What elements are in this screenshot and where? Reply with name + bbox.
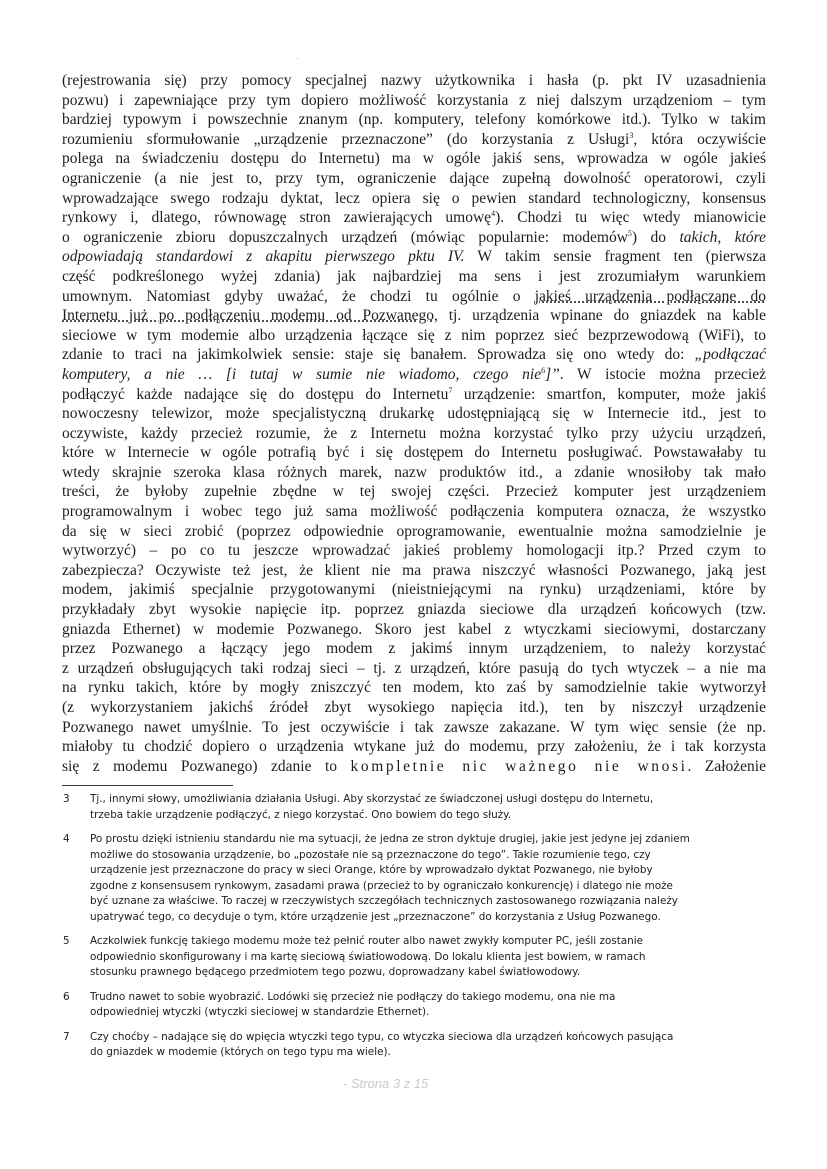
body-line: wtedy skrajnie szeroka klasa różnych marek, nazw produktów itd., a zdanie wnosiłoby tak mało [62,463,766,481]
italic-text: odpowiadają standardowi z akapitu pierwszego pktu IV. [62,248,465,266]
body-line: nowoczesny telewizor, może specjalistyczną drukarkę udostępniającą się w Internecie itd., jest to [62,405,766,423]
body-line: rynkowy i, dlatego, równowagę stron zawierających umowę$^4$). Chodzi tu więc wtedy mianowicie [62,209,766,227]
page-number: - Strona 3 z 15 [343,1076,429,1091]
body-line: umownym. Natomiast gdyby uważać, że chodzi tu ogólnie o jakieś urządzenia podłączane do [62,287,766,305]
footnote-line: Po prostu dzięki istnieniu standardu nie ma sytuacji, że jedna ze stron dyktuje drugiej, jakie jest jedyne jej zdaniem [90,833,690,845]
footnote-line: do gniazdek w modemie (których on tego typu ma wiele). [90,1046,391,1058]
body-line: (z wykorzystaniem jakichś źródeł zbyt wysokiego napięcia itd.), ten by niszczył urządzenie [62,699,766,716]
footnote-line: Aczkolwiek funkcję takiego modemu może też pełnić router albo nawet zwykły komputer PC, jeśli zostanie [90,935,644,947]
body-line: sieciowe w tym modemie albo urządzenia łączące się z nim poprzez sieć bezprzewodową (WiFi), to [62,326,766,344]
body-line: wprowadzające swego rodzaju dyktat, lecz opiera się o pewien standard technologiczny, konsensus [62,189,766,207]
body-line: przykładały zbyt wysokie napięcie itp. poprzez gniazda sieciowe dla urządzeń końcowych (tzw. [62,601,766,619]
body-line: z urządzeń obsługujących taki rodzaj sieci – tj. z urządzeń, które pasują do tych wtyczek – a nie ma [62,659,766,677]
footnote-line: być uznane za właściwe. To raczej w rzeczywistych szczegółach technicznych zastosowanego rozwiązania należy [90,895,678,907]
footnote-line: trzeba takie urządzenie podłączyć, z niego korzystać. Ono bowiem do tego służy. [90,808,512,821]
footnote [62,1030,768,1061]
footnote-number: 6 [63,990,70,1003]
body-line: da się w sieci zrobić (poprzez odpowiednie oprogramowanie, ewentualnie można samodzielnie je [62,522,766,540]
scan-mark: - [296,54,299,63]
footnote-line: odpowiednio skonfigurowany i ma kartę sieciową światłowodową. Do lokalu klienta jest bowiem, w ramach [90,950,646,963]
footnote [62,990,768,1021]
italic-text: „podłączać [694,346,766,364]
italic-text: takich, które [679,228,766,246]
footnote-line: urządzenie jest przeznaczone do pracy w sieci Orange, które by wprowadzało dyktat Pozwanego, nie byłoby [90,864,653,876]
body-line: które w Internecie w ogóle potrafią być i się dostępem do Internetu posługiwać. Powstawałaby tu [62,444,766,462]
body-line: o ograniczenie zbioru dopuszczalnych urządzeń (mówiąc popularnie: modemów$^5$) do takich, które [62,228,766,246]
footnote-ref: 6 [541,365,546,375]
body-line: przez Pozwanego a łączący jego modem z jakimś innym urządzeniem, to należy korzystać [62,640,766,658]
body-line: pozwu) i zapewniające przy tym dopiero możliwość korzystania z niej dalszym urządzeniom – tym [62,91,766,109]
body-line: część podkreślonego wyżej zdania) jak najbardziej ma sens i jest zrozumiałym warunkiem [62,267,766,285]
footnote-number: 5 [63,935,70,947]
footnote-line: stosunku prawnego będącego przedmiotem tego pozwu, doprowadzany kabel światłowodowy. [90,966,581,978]
footnote-line: upatrywać tego, co decyduje o tym, które urządzenie jest „przeznaczone” do korzystania z Usług Pozwanego. [90,910,661,923]
footnote-line: Trudno nawet to sobie wyobrazić. Lodówki się przecież nie podłączy do takiego modemu, ona nie ma [90,990,616,1003]
footnote-line: odpowiedniej wtyczki (wtyczki sieciowej w standardzie Ethernet). [90,1006,430,1018]
body-line: programowalnym i wobec tego już sama możliwość podłączenia komputera oznacza, że wszystko [62,503,766,521]
body-line: oczywiste, każdy przecież rozumie, że z Internetu można korzystać tylko przy użyciu urządzeń, [62,424,766,442]
footnote [62,792,768,823]
footnote-ref: 7 [448,385,453,395]
body-line: bardziej typowym i powszechnie znanym (np. komputery, telefony komórkowe itd.). Tylko w takim [62,111,766,129]
body-line: na rynku takich, które by mogły zniszczyć ten modem, kto zaś by samodzielnie takie wytworzył [62,679,766,697]
italic-text: komputery, a nie … [i tutaj w sumie nie wiadomo, czego nie [62,365,542,383]
body-text [62,71,766,776]
footnote-number: 7 [63,1030,70,1043]
footnote [62,832,768,925]
body-line: (rejestrowania się) przy pomocy specjalnej nazwy użytkownika i hasła (p. pkt IV uzasadnienia [62,72,766,89]
body-line: komputery, a nie … [i tutaj w sumie nie wiadomo, czego nie$^6$]”. W istocie można przecież [62,365,766,383]
footnote-line: Tj., innymi słowy, umożliwiania działania Usługi. Aby skorzystać ze świadczonej usługi dostępu do Internetu, [90,793,654,805]
footnote-ref: 3 [629,130,634,140]
footnote-ref: 4 [491,209,496,219]
body-line: wytworzyć) – po co tu jeszcze wprowadzać jakieś problemy homologacji itp.? Przed czym to [62,542,766,560]
footnote-separator [62,785,233,786]
body-line: zabezpiecza? Oczywiste też jest, że klient nie ma prawa niszczyć własności Pozwanego, jaką jest [62,561,766,579]
body-line: podłączyć każde nadające się do dostępu do Internetu$^7$ urządzenie: smartfon, komputer, może jakiś [62,385,766,403]
footnote-ref: 5 [627,228,632,238]
body-line: Internetu już po podłączeniu modemu od Pozwanego, tj. urządzenia wpinane do gniazdek na kable [62,307,766,325]
spaced-text: kompletnie nic ważnego nie wnosi [350,757,688,775]
body-line: zdanie to traci na jakimkolwiek sensie: staje się banałem. Sprowadza się ono wtedy do: „podłączać [62,346,766,364]
footnote-number: 3 [63,793,70,805]
underlined-text: Internetu już po podłączeniu modemu od Pozwanego [62,307,434,325]
body-line: treści, że byłoby zupełnie zbędne w tej swojej części. Przecież komputer jest urządzeniem [62,483,766,501]
footnote-number: 4 [63,833,70,845]
body-line: polega na świadczeniu dostępu do Internetu) ma w ogóle jakiś sens, wprowadza w ogóle jakieś [62,150,766,168]
body-line: ograniczenie (a nie jest to, przy tym, ograniczenie dające zupełną dowolność operatorowi, czyli [62,169,766,187]
underlined-text: jakieś urządzenia podłączane do [534,287,766,305]
footnote-line: zgodne z konsensusem rynkowym, zasadami prawa (przecież to by ograniczało konkurencję) i dlatego nie może [90,879,673,892]
footnotes [62,792,768,1070]
footnote-line: możliwe do stosowania urządzenie, bo „pozostałe nie są przeznaczone do tego”. Takie rozumienie tego, czy [90,848,651,861]
body-line: rozumieniu sformułowanie „urządzenie przeznaczone” (do korzystania z Usługi$^3$, która oczywiście [62,130,766,148]
body-line: Pozwanego nawet umyślnie. To jest oczywiście i tak zawsze zakazane. W tym więc sensie (że np. [62,718,766,736]
body-line: modem, jakimiś specjalnie przygotowanymi (nieistniejącymi na rynku) urządzeniami, które by [62,581,766,599]
body-line: odpowiadają standardowi z akapitu pierwszego pktu IV. W takim sensie fragment ten (pierwsza [62,248,767,266]
body-line: miałoby tu chodzić dopiero o urządzenia wtykane już do modemu, przy założeniu, że i tak korzysta [62,738,766,756]
footnote-line: Czy choćby – nadające się do wpięcia wtyczki tego typu, co wtyczka sieciowa dla urządzeń końcowych pasująca [90,1030,674,1043]
body-line: się z modemu Pozwanego) zdanie to kompletnie nic ważnego nie wnosi. Założenie [62,757,766,775]
footnote [62,934,768,981]
body-line: gniazda Ethernet) w modemie Pozwanego. Skoro jest kabel z wtyczkami sieciowymi, dostarczany [62,620,766,638]
